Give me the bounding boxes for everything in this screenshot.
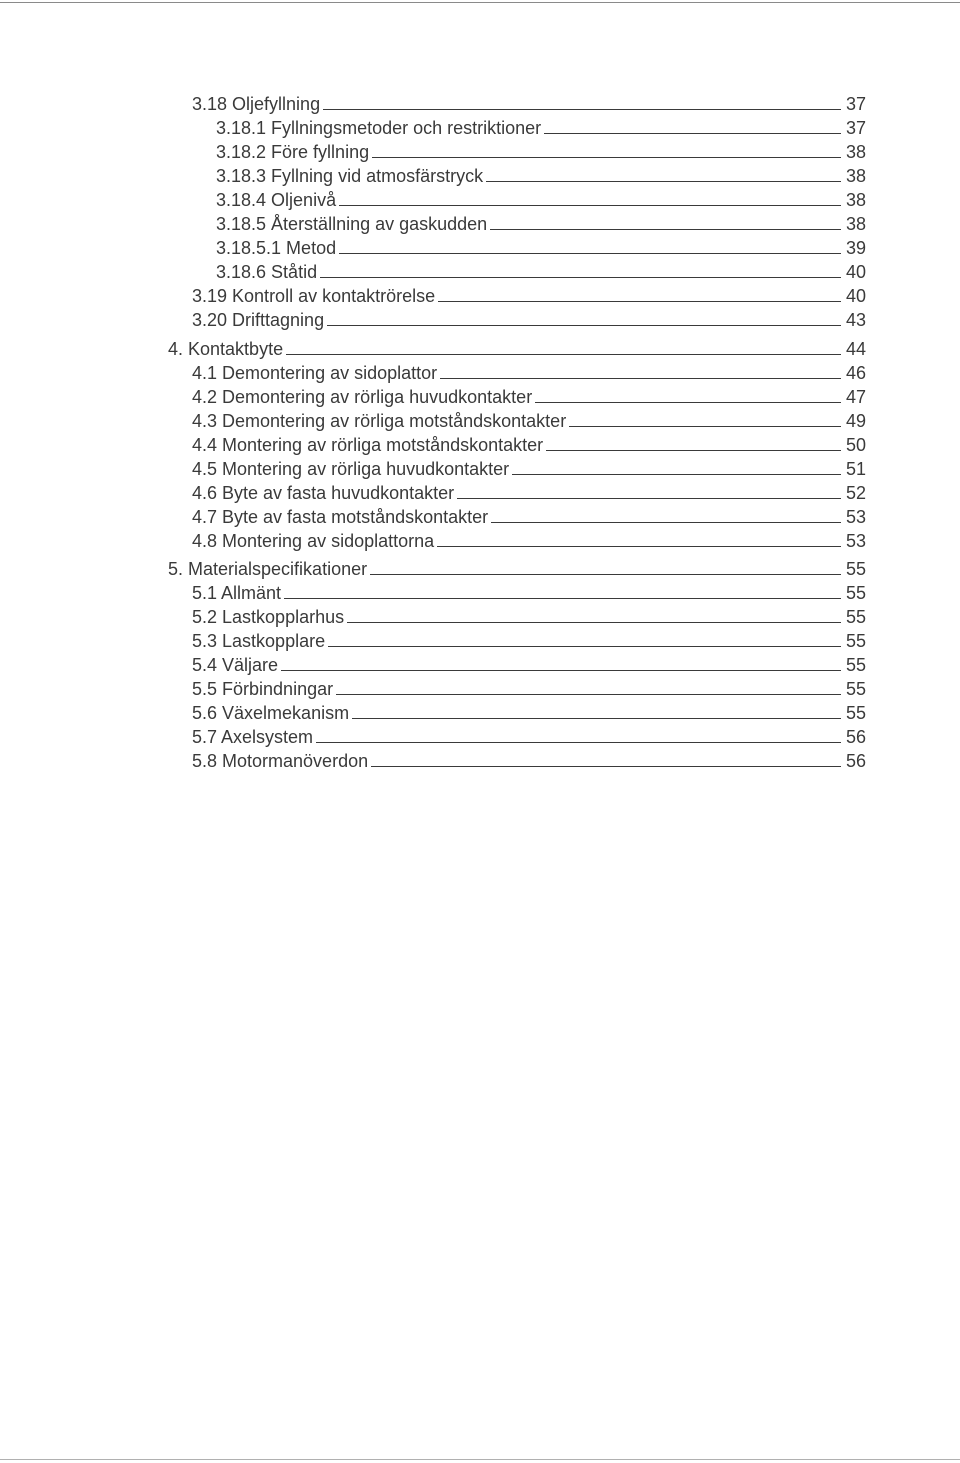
toc-leader-line	[339, 253, 841, 254]
toc-entry[interactable]	[216, 165, 866, 187]
toc-entry[interactable]	[192, 482, 866, 504]
toc-entry[interactable]	[192, 530, 866, 552]
toc-entry-label: 4. Kontaktbyte	[168, 339, 284, 359]
toc-page-number: 51	[845, 459, 866, 479]
toc-leader-line	[328, 646, 841, 647]
toc-page-number: 55	[845, 631, 866, 651]
toc-page-number: 38	[845, 190, 866, 210]
toc-entry-label: 5.5 Förbindningar	[192, 679, 334, 699]
toc-entry-label: 5. Materialspecifikationer	[168, 559, 368, 579]
toc-entry-label: 4.6 Byte av fasta huvudkontakter	[192, 483, 455, 503]
toc-page-number: 55	[845, 703, 866, 723]
toc-page-number: 47	[845, 387, 866, 407]
toc-page-number: 52	[845, 483, 866, 503]
toc-page-number: 53	[845, 507, 866, 527]
toc-page-number: 39	[845, 238, 866, 258]
toc-entry-label: 3.18.2 Före fyllning	[216, 142, 370, 162]
toc-page-number: 50	[845, 435, 866, 455]
toc-entry-label: 4.7 Byte av fasta motståndskontakter	[192, 507, 489, 527]
toc-leader-line	[370, 574, 841, 575]
toc-leader-line	[569, 426, 841, 427]
toc-entry-label: 3.20 Drifttagning	[192, 310, 325, 330]
toc-page-number: 53	[845, 531, 866, 551]
toc-entry-label: 3.18.4 Oljenivå	[216, 190, 337, 210]
toc-leader-line	[486, 181, 841, 182]
toc-entry-label: 3.18.1 Fyllningsmetoder och restriktioner	[216, 118, 542, 138]
toc-entry-label: 3.19 Kontroll av kontaktrörelse	[192, 286, 436, 306]
toc-entry-label: 4.4 Montering av rörliga motståndskontakter	[192, 435, 544, 455]
toc-entry-label: 4.8 Montering av sidoplattorna	[192, 531, 435, 551]
toc-entry[interactable]	[216, 117, 866, 139]
toc-page-number: 37	[845, 118, 866, 138]
toc-entry[interactable]	[192, 410, 866, 432]
toc-page-number: 38	[845, 142, 866, 162]
toc-leader-line	[437, 546, 841, 547]
toc-entry[interactable]	[168, 338, 866, 360]
toc-entry[interactable]	[192, 285, 866, 307]
toc-page-number: 55	[845, 655, 866, 675]
toc-entry-label: 5.2 Lastkopplarhus	[192, 607, 345, 627]
toc-page-number: 49	[845, 411, 866, 431]
toc-leader-line	[284, 598, 841, 599]
toc-leader-line	[491, 522, 841, 523]
toc-entry-label: 4.2 Demontering av rörliga huvudkontakter	[192, 387, 533, 407]
toc-entry[interactable]	[192, 386, 866, 408]
toc-leader-line	[535, 402, 841, 403]
toc-entry[interactable]	[192, 750, 866, 772]
bottom-border-rule	[0, 1459, 960, 1460]
toc-leader-line	[371, 766, 841, 767]
toc-entry-label: 5.7 Axelsystem	[192, 727, 314, 747]
toc-leader-line	[457, 498, 841, 499]
toc-entry[interactable]	[216, 213, 866, 235]
toc-page-number: 38	[845, 214, 866, 234]
toc-page-number: 37	[845, 94, 866, 114]
toc-page-number: 40	[845, 262, 866, 282]
toc-entry[interactable]	[192, 582, 866, 604]
toc-leader-line	[512, 474, 841, 475]
toc-entry[interactable]	[192, 309, 866, 331]
toc-entry-label: 3.18 Oljefyllning	[192, 94, 321, 114]
toc-entry-label: 3.18.5.1 Metod	[216, 238, 337, 258]
toc-entry[interactable]	[192, 606, 866, 628]
toc-entry-label: 5.4 Väljare	[192, 655, 279, 675]
toc-entry[interactable]	[192, 93, 866, 115]
toc-leader-line	[440, 378, 841, 379]
toc-entry-label: 4.5 Montering av rörliga huvudkontakter	[192, 459, 510, 479]
toc-leader-line	[352, 718, 841, 719]
toc-page-number: 55	[845, 583, 866, 603]
toc-entry-label: 3.18.6 Ståtid	[216, 262, 318, 282]
toc-leader-line	[490, 229, 841, 230]
toc-entry[interactable]	[192, 630, 866, 652]
toc-entry[interactable]	[216, 261, 866, 283]
toc-leader-line	[286, 354, 841, 355]
toc-leader-line	[327, 325, 841, 326]
toc-entry[interactable]	[192, 702, 866, 724]
toc-leader-line	[316, 742, 841, 743]
toc-entry[interactable]	[192, 506, 866, 528]
toc-leader-line	[438, 301, 841, 302]
toc-entry-label: 5.8 Motormanöverdon	[192, 751, 369, 771]
toc-page-number: 56	[845, 727, 866, 747]
toc-leader-line	[372, 157, 841, 158]
toc-page-number: 40	[845, 286, 866, 306]
toc-entry-label: 4.3 Demontering av rörliga motståndskontakter	[192, 411, 567, 431]
toc-leader-line	[336, 694, 841, 695]
toc-page-number: 46	[845, 363, 866, 383]
toc-entry-label: 4.1 Demontering av sidoplattor	[192, 363, 438, 383]
toc-page-number: 56	[845, 751, 866, 771]
toc-entry-label: 5.3 Lastkopplare	[192, 631, 326, 651]
toc-entry-label: 5.1 Allmänt	[192, 583, 282, 603]
toc-page-number: 44	[845, 339, 866, 359]
toc-leader-line	[320, 277, 841, 278]
toc-leader-line	[546, 450, 841, 451]
toc-leader-line	[281, 670, 841, 671]
toc-entry[interactable]	[192, 654, 866, 676]
toc-entry-label: 3.18.3 Fyllning vid atmosfärstryck	[216, 166, 484, 186]
toc-entry[interactable]	[216, 189, 866, 211]
toc-entry-label: 3.18.5 Återställning av gaskudden	[216, 214, 488, 234]
toc-leader-line	[544, 133, 841, 134]
toc-entry[interactable]	[192, 362, 866, 384]
toc-page-number: 38	[845, 166, 866, 186]
toc-entry[interactable]	[168, 558, 866, 580]
toc-entry[interactable]	[192, 678, 866, 700]
top-border-rule	[0, 2, 960, 3]
toc-page-number: 55	[845, 559, 866, 579]
toc-leader-line	[323, 109, 841, 110]
toc-page-number: 43	[845, 310, 866, 330]
toc-entry[interactable]	[192, 434, 866, 456]
toc-leader-line	[347, 622, 841, 623]
toc-page-number: 55	[845, 607, 866, 627]
toc-entry[interactable]	[192, 458, 866, 480]
toc-leader-line	[339, 205, 841, 206]
toc-entry[interactable]	[216, 237, 866, 259]
toc-entry[interactable]	[192, 726, 866, 748]
toc-page-number: 55	[845, 679, 866, 699]
toc-entry[interactable]	[216, 141, 866, 163]
toc-entry-label: 5.6 Växelmekanism	[192, 703, 350, 723]
